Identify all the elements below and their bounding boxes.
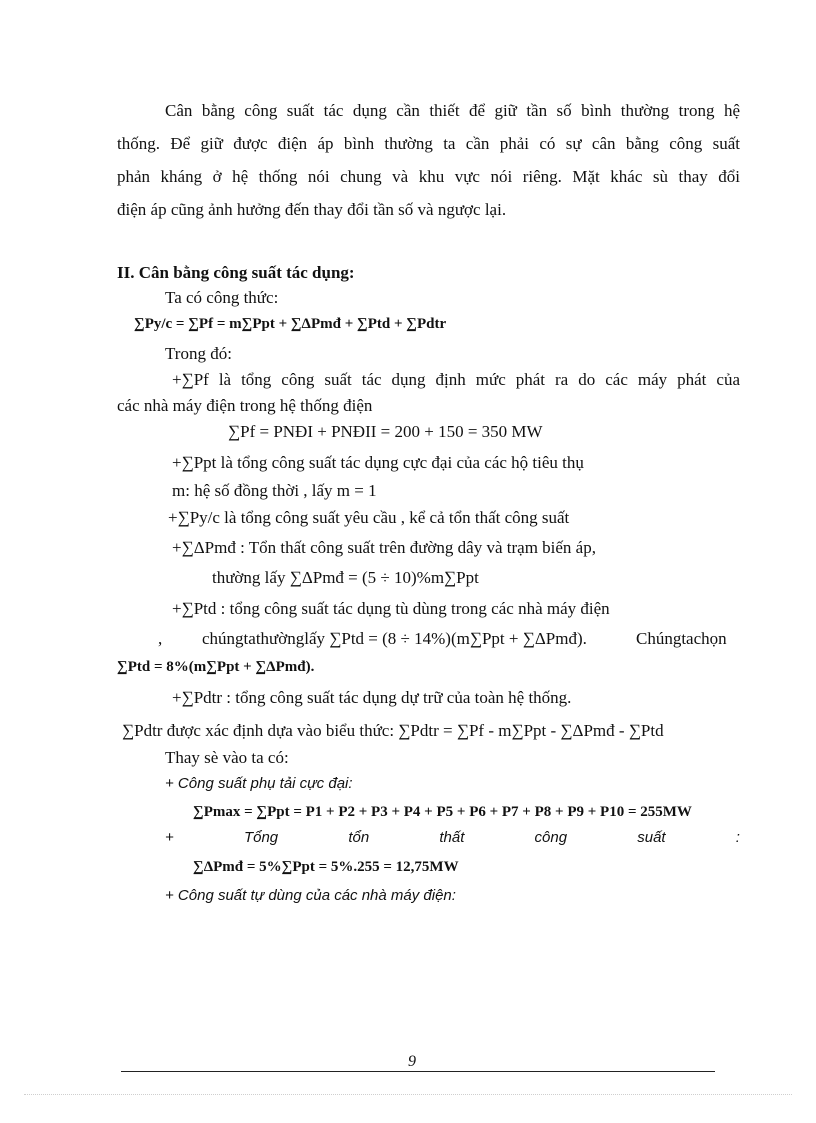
page-bottom-dotted-line [24,1094,792,1095]
ptd-rule: chúngtathườnglấy ∑Ptd = (8 ÷ 14%)(m∑Ppt + ∑ΔPmđ). [202,629,587,648]
pf-description-cont: các nhà máy điện trong hệ thống điện [117,396,373,415]
intro-line-2: thống. Để giữ được điện áp bình thường ta cần phải có sự cân bằng công suất [117,134,740,153]
formula-intro: Ta có công thức: [165,288,279,307]
loss-word-that: thất [439,829,465,846]
pdtr-description: +∑Pdtr : tổng công suất tác dụng dự trữ của toàn hệ thống. [172,688,572,707]
self-use-label: + Công suất tự dùng của các nhà máy điện: [165,887,456,904]
loss-word-cong: công [534,829,568,846]
m-description: m: hệ số đồng thời , lấy m = 1 [172,481,377,500]
loss-word-colon: : [735,829,740,846]
pf-description: +∑Pf là tổng công suất tác dụng định mức phát ra do các máy phát của [172,370,740,389]
page-number: 9 [408,1053,416,1070]
intro-line-1: Cân bằng công suất tác dụng cần thiết để giữ tần số bình thường trong hệ [165,101,740,120]
ptd-choose: Chúngtachọn [636,629,727,648]
section-heading: II. Cân bằng công suất tác dụng: [117,263,355,282]
peak-load-label: + Công suất phụ tải cực đại: [165,775,353,792]
ptd-description: +∑Ptd : tổng công suất tác dụng tù dùng trong các nhà máy điện [172,599,610,618]
dpmd-rule: thường lấy ∑ΔPmđ = (5 ÷ 10)%m∑Ppt [212,568,479,587]
intro-line-4: điện áp cũng ảnh hưởng đến thay đổi tần số và ngược lại. [117,200,507,219]
loss-word-tong: Tổng [243,829,279,846]
where-label: Trong đó: [165,344,232,363]
footer-rule [121,1071,715,1072]
pyc-description: +∑Py/c là tổng công suất yêu cầu , kể cả tổn thất công suất [168,508,570,527]
peak-load-formula: ∑Pmax = ∑Ppt = P1 + P2 + P3 + P4 + P5 + P6 + P7 + P8 + P9 + P10 = 255MW [193,804,692,820]
main-formula: ∑Py/c = ∑Pf = m∑Ppt + ∑ΔPmđ + ∑Ptd + ∑Pdtr [134,316,447,332]
pdtr-rule: ∑Pdtr được xác định dựa vào biểu thức: ∑Pdtr = ∑Pf - m∑Ppt - ∑ΔPmđ - ∑Ptd [122,721,664,740]
ptd-rule-comma: , [158,629,163,648]
ppt-description: +∑Ppt là tổng công suất tác dụng cực đại của các hộ tiêu thụ [172,453,584,472]
dpmd-description: +∑ΔPmđ : Tổn thất công suất trên đường dây và trạm biến áp, [172,538,596,557]
substitute-label: Thay sè vào ta có: [165,748,289,767]
ptd-chosen-formula: ∑Ptd = 8%(m∑Ppt + ∑ΔPmđ). [117,659,315,675]
total-loss-formula: ∑ΔPmđ = 5%∑Ppt = 5%.255 = 12,75MW [193,859,459,875]
total-loss-label [165,829,740,846]
intro-line-3: phản kháng ở hệ thống nói chung và khu vực nói riêng. Mặt khác sù thay đổi [117,167,740,186]
loss-word-plus: + [165,829,174,846]
loss-word-suat: suất [637,829,666,846]
pf-formula: ∑Pf = PNĐI + PNĐII = 200 + 150 = 350 MW [228,422,543,441]
loss-word-ton: tổn [348,829,370,846]
